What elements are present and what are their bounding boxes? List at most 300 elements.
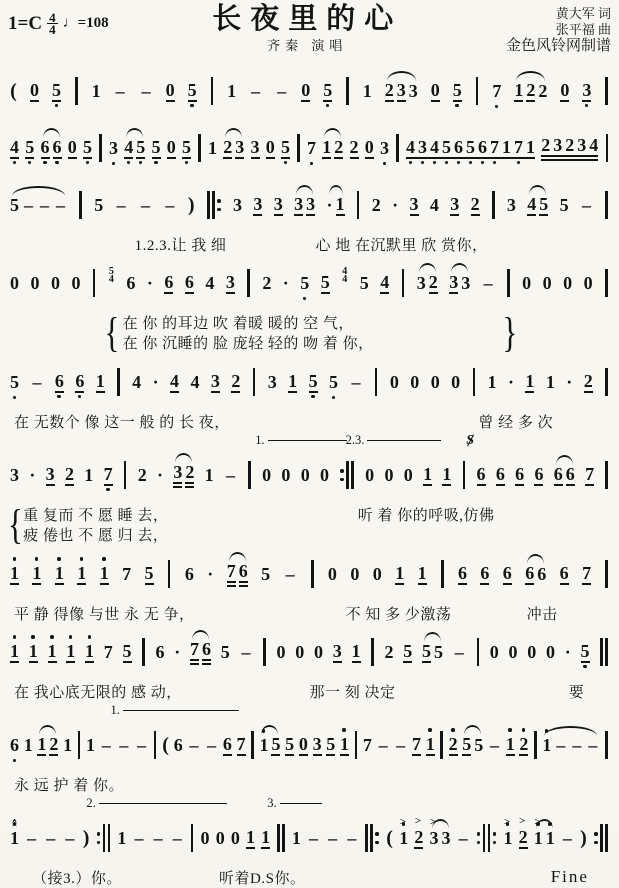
- barline: [311, 560, 314, 588]
- bar-stroke: [463, 461, 466, 489]
- rest: 0: [200, 828, 210, 848]
- note: 1: [117, 828, 127, 848]
- octave-dot-low: [409, 161, 413, 165]
- barline: [492, 191, 495, 219]
- score-body: [8, 64, 611, 888]
- bar-stroke: [605, 269, 608, 297]
- note: 6: [126, 273, 136, 293]
- repeat-dots: [477, 832, 481, 844]
- note: 5: [285, 734, 295, 754]
- dot-of-prolongation: ·: [566, 372, 573, 392]
- octave-dot-low: [493, 161, 497, 165]
- barline: [247, 269, 250, 297]
- note: 1: [204, 465, 214, 485]
- note: 5: [453, 80, 462, 102]
- note: 7: [307, 138, 316, 158]
- slur-group: [173, 462, 194, 488]
- note: 1: [100, 563, 109, 585]
- title-block: [109, 4, 506, 54]
- rest: 0: [298, 734, 308, 754]
- volta-row: [8, 796, 611, 811]
- octave-dot-high: [13, 557, 17, 561]
- barline: [375, 368, 378, 396]
- notation-row: [8, 448, 611, 504]
- rest: 0: [262, 465, 272, 485]
- octave-dot-low: [495, 105, 499, 109]
- note: 6: [75, 371, 84, 393]
- duration-dash: –: [556, 735, 566, 755]
- brace-left: {: [8, 500, 23, 548]
- note: 1: [95, 371, 105, 391]
- note: 1: [86, 735, 96, 755]
- note: 7: [104, 464, 113, 486]
- barline: [93, 269, 96, 297]
- note: 5: [323, 80, 332, 102]
- note: 6: [476, 464, 486, 484]
- note: 2: [262, 273, 272, 293]
- note: 6: [515, 464, 525, 484]
- note: 1: [502, 137, 511, 157]
- credits-block: [506, 4, 611, 54]
- notation-row: [8, 355, 611, 411]
- octave-dot-high: [69, 635, 73, 639]
- note: 1: [542, 735, 551, 755]
- note: 3: [450, 194, 460, 214]
- note: 6: [53, 137, 62, 159]
- duration-dash: –: [165, 195, 175, 215]
- time-signature: [47, 12, 58, 35]
- bar-stroke: [605, 191, 608, 219]
- duration-dash: –: [490, 735, 499, 755]
- note: 1: [84, 465, 94, 485]
- composer-credit: 张平福 曲: [555, 22, 611, 37]
- music-line: [8, 796, 611, 888]
- barline: [248, 461, 251, 489]
- dot-of-prolongation: ·: [282, 273, 289, 293]
- note: 3: [253, 194, 263, 214]
- barline: [346, 77, 349, 105]
- duration-dash: –: [207, 735, 217, 755]
- note: 2: [449, 734, 458, 756]
- note: 1: [10, 828, 19, 848]
- rest: 0: [276, 642, 286, 662]
- rest: 0: [320, 465, 330, 485]
- duration-dash: –: [454, 642, 464, 662]
- inline-time-signature: [109, 268, 114, 284]
- bar-stroke: [371, 638, 374, 666]
- note: 1: [208, 138, 217, 158]
- note: 5: [559, 195, 569, 215]
- note: 5: [94, 195, 104, 215]
- note: 3: [45, 464, 55, 484]
- note: 3: [506, 195, 516, 215]
- rest: 0: [30, 273, 40, 293]
- note: 6: [478, 137, 487, 157]
- note: 5: [10, 195, 19, 215]
- octave-dot-low: [86, 161, 90, 165]
- bar-stroke: [605, 461, 608, 489]
- note: 4: [190, 372, 200, 392]
- barline: [534, 731, 537, 759]
- duration-dash: –: [56, 195, 65, 215]
- note: 1: [288, 371, 298, 391]
- barline: [476, 77, 479, 105]
- barline: [78, 731, 81, 759]
- barline: [117, 368, 120, 396]
- note: 7: [122, 564, 132, 584]
- note: 6: [41, 137, 50, 159]
- note: 3: [312, 734, 322, 754]
- tempo-marking: ♩=108: [62, 15, 109, 31]
- note: 2: [583, 371, 593, 391]
- barline: [211, 77, 214, 105]
- duration-dash: –: [225, 465, 235, 485]
- note: 5: [359, 273, 369, 293]
- octave-dot-low: [481, 161, 485, 165]
- duration-dash: –: [32, 372, 42, 392]
- slur-group: [385, 80, 418, 102]
- lyric-segment: 重 复而 不 愿 睡 去，: [23, 508, 169, 524]
- note: 2: [349, 137, 359, 157]
- music-line: [8, 121, 611, 177]
- barline: [357, 191, 360, 219]
- octave-dot-high: [80, 557, 84, 561]
- dot-of-prolongation: ·: [29, 465, 36, 485]
- barline: [477, 638, 480, 666]
- bar-stroke: [534, 731, 537, 759]
- notation-row: [8, 811, 611, 867]
- note: 3: [225, 272, 235, 292]
- ts-numerator: 4: [342, 266, 348, 277]
- octave-dot-low: [457, 161, 461, 165]
- bar-stroke: [370, 824, 373, 852]
- note: 6: [155, 642, 165, 662]
- octave-dot-high: [508, 728, 512, 732]
- octave-dot-high: [35, 557, 39, 561]
- note: 2: [334, 137, 344, 157]
- bar-stroke: [142, 638, 145, 666]
- bar-stroke: [211, 77, 214, 105]
- note: 1: [48, 641, 57, 663]
- lyric-segment: 疲 倦也 不 愿 归 去，: [23, 528, 169, 544]
- note: 3: [582, 80, 591, 102]
- note: 4: [430, 137, 439, 157]
- note: 4: [132, 372, 142, 392]
- rest: 0: [281, 465, 291, 485]
- barline: [606, 134, 609, 162]
- note: 1: [514, 80, 524, 100]
- bar-stroke: [248, 461, 251, 489]
- bar-stroke: [191, 824, 194, 852]
- bar-stroke: [124, 461, 127, 489]
- note: 7: [490, 137, 499, 157]
- music-line: [8, 703, 611, 795]
- note: 2: [223, 137, 233, 157]
- volta-line: [280, 803, 323, 804]
- note: 1: [66, 641, 75, 663]
- bar-stroke: [247, 269, 250, 297]
- barline: [605, 560, 608, 588]
- bar-stroke: [311, 560, 314, 588]
- music-line: [8, 433, 611, 546]
- dot-of-prolongation: ·: [146, 273, 153, 293]
- octave-dot-low: [421, 161, 425, 165]
- volta-bracket: [346, 433, 441, 448]
- volta-line: [367, 440, 440, 441]
- bar-stroke: [207, 191, 210, 219]
- duration-dash: –: [27, 828, 37, 848]
- barline: [402, 269, 405, 297]
- note: 5: [182, 137, 191, 159]
- octave-dot-low: [13, 759, 17, 763]
- note: 5: [220, 642, 230, 662]
- duration-dash: –: [588, 735, 598, 755]
- duration-dash: –: [137, 735, 147, 755]
- octave-dot-low: [455, 104, 459, 108]
- duration-dash: –: [328, 828, 338, 848]
- rest: 0: [563, 273, 573, 293]
- note: 1: [426, 734, 435, 756]
- bar-stroke: [605, 560, 608, 588]
- lyrics-row: [8, 411, 611, 432]
- barline: [463, 461, 466, 489]
- rest: 0: [451, 372, 461, 392]
- note: 3: [332, 641, 342, 661]
- duration-dash: –: [24, 195, 33, 215]
- parenthesis: ): [82, 827, 90, 849]
- lyric-segment: 曾 经 多 次: [478, 415, 554, 431]
- note: 2: [185, 462, 194, 488]
- parenthesis: (: [10, 80, 17, 102]
- bar-stroke: [605, 824, 608, 852]
- note: 1: [63, 735, 73, 755]
- key-signature: 1=C: [8, 12, 43, 34]
- repeat-dots: [217, 199, 221, 211]
- slur-group: [525, 563, 546, 585]
- note: 6: [55, 371, 64, 393]
- rest: 0: [430, 372, 440, 392]
- parenthesis: (: [386, 827, 393, 849]
- bar-stroke: [117, 368, 120, 396]
- duration-dash: –: [119, 735, 129, 755]
- note: 5: [25, 137, 34, 159]
- bar-stroke: [75, 77, 78, 105]
- note: 4: [124, 137, 133, 159]
- octave-dot-low: [78, 395, 82, 399]
- bar-stroke: [606, 134, 609, 162]
- lyric-segment: 在 我心底无限的 感 动，: [14, 685, 182, 701]
- accent-mark: >: [414, 815, 422, 827]
- lyric-segment: 听着D.S你。: [219, 871, 306, 887]
- bar-stroke: [99, 134, 102, 162]
- rest: 0: [350, 564, 360, 584]
- duration-dash: –: [562, 828, 572, 848]
- bar-stroke: [93, 269, 96, 297]
- duration-dash: –: [46, 828, 56, 848]
- rest: 0: [301, 80, 311, 100]
- parenthesis: ): [187, 194, 195, 216]
- octave-dot-low: [583, 665, 587, 669]
- song-title: 长夜里的心: [212, 3, 403, 35]
- bar-stroke: [605, 368, 608, 396]
- notation-row: [8, 718, 611, 774]
- octave-dot-high: [428, 728, 432, 732]
- note: 7: [492, 81, 501, 101]
- barline: [97, 824, 111, 852]
- note: 3: [416, 273, 426, 293]
- slur-group: [227, 561, 248, 587]
- note: 1: [322, 137, 332, 157]
- ts-numerator: 5: [108, 266, 114, 277]
- brace-right: }: [502, 308, 518, 356]
- note: 5: [144, 563, 154, 583]
- slur-group: [322, 137, 343, 159]
- rest: 0: [384, 465, 394, 485]
- repeat-dots: [340, 469, 344, 481]
- octave-dot-low: [433, 161, 437, 165]
- note: 6: [495, 464, 505, 484]
- accent-mark: >: [534, 816, 541, 828]
- duration-dash: –: [351, 372, 361, 392]
- note: 3: [210, 371, 220, 391]
- note: 5: [300, 273, 309, 293]
- rest: 0: [327, 564, 337, 584]
- rest: 0: [522, 273, 532, 293]
- octave-dot-low: [106, 488, 110, 492]
- duration-dash: –: [65, 828, 75, 848]
- duration-dash: –: [116, 195, 126, 215]
- barline: [440, 731, 443, 759]
- note: 4: [589, 135, 599, 155]
- bar-stroke: [253, 368, 256, 396]
- note: 5: [320, 272, 330, 292]
- bar-stroke: [198, 134, 201, 162]
- slur-group: [422, 641, 443, 663]
- note: 1: [291, 828, 301, 848]
- octave-dot-low: [585, 104, 589, 108]
- rest: 0: [165, 80, 175, 100]
- barline: [154, 731, 157, 759]
- note: 3: [396, 80, 406, 100]
- note: 2: [137, 465, 147, 485]
- segno-icon: [466, 433, 474, 449]
- barline: [142, 638, 145, 666]
- note: 7: [227, 561, 236, 587]
- note: 3: [109, 138, 118, 158]
- lyrics-row: [8, 603, 611, 624]
- slur-group: [554, 464, 575, 486]
- note: 4: [527, 194, 537, 214]
- volta-bracket: [86, 796, 226, 811]
- octave-dot-low: [57, 395, 61, 399]
- barline: [605, 191, 608, 219]
- lyrics-row: [8, 681, 611, 702]
- lyric-segment: 平 静 得像 与世 永 无 争，: [14, 607, 195, 623]
- note: 3: [294, 194, 304, 214]
- note: 5: [539, 194, 549, 214]
- note: 3: [267, 372, 277, 392]
- lyric-segment: 在 你 沉睡的 脸 庞轻 轻的 吻 着 你，: [122, 336, 374, 352]
- barline: [605, 77, 608, 105]
- slur-group: [462, 734, 483, 756]
- note: 5: [188, 80, 197, 102]
- note: 1: [29, 641, 38, 663]
- duration-dash: –: [141, 81, 151, 101]
- music-line: [8, 64, 611, 120]
- bar-stroke: [357, 191, 360, 219]
- bar-stroke: [605, 77, 608, 105]
- note: 3: [449, 272, 459, 292]
- note: 3: [577, 135, 587, 155]
- duration-dash: –: [582, 195, 592, 215]
- segno-glyph: S: [466, 433, 475, 448]
- note: 1: [545, 372, 555, 392]
- rest: 0: [30, 80, 40, 100]
- notation-row: [8, 625, 611, 681]
- note: 3: [553, 135, 563, 155]
- lyric-segment: 听 着 你的呼吸,仿佛: [357, 508, 495, 524]
- volta-label: 3.: [267, 796, 277, 810]
- octave-dot-low: [28, 161, 32, 165]
- music-line: [8, 355, 611, 432]
- volta-label: 1.: [255, 433, 265, 447]
- lyricist-credit: 黄大军 词: [555, 6, 611, 21]
- bar-stroke: [600, 824, 603, 852]
- duration-dash: –: [101, 735, 111, 755]
- rest: 0: [10, 273, 19, 293]
- barline: [75, 77, 78, 105]
- duration-dash: –: [189, 735, 199, 755]
- rest: 0: [489, 642, 499, 662]
- duration-dash: –: [141, 195, 150, 215]
- lyrics-row: [8, 524, 611, 544]
- note: 6: [222, 734, 232, 754]
- volta-line: [99, 803, 227, 804]
- rest: 0: [508, 642, 518, 662]
- note: 6: [534, 464, 544, 484]
- note: 3: [461, 273, 471, 293]
- note: 3: [306, 194, 316, 214]
- barline: [507, 269, 510, 297]
- music-line: [8, 178, 611, 255]
- accent-mark: >: [399, 816, 407, 828]
- note: 4: [406, 137, 415, 157]
- slur-group: [533, 816, 555, 848]
- octave-dot-low: [185, 161, 189, 165]
- bar-stroke: [375, 368, 378, 396]
- duration-dash: –: [378, 735, 388, 755]
- barline: [253, 368, 256, 396]
- note: 5: [136, 137, 145, 159]
- note: 5: [581, 641, 590, 663]
- note: 6: [184, 272, 194, 292]
- octave-dot-high: [522, 728, 526, 732]
- note: 1: [526, 137, 535, 157]
- barline: [263, 638, 266, 666]
- rest: 0: [230, 828, 240, 848]
- slur-group: [10, 828, 19, 848]
- note: 1: [506, 734, 515, 756]
- bar-stroke: [355, 731, 358, 759]
- octave-dot-low: [139, 161, 143, 165]
- header: [8, 4, 611, 60]
- bar-stroke: [351, 461, 354, 489]
- note: 5: [329, 372, 338, 392]
- note: 6: [457, 563, 467, 583]
- octave-dot-low: [190, 104, 194, 108]
- barline: [365, 824, 379, 852]
- note: 3: [408, 81, 418, 101]
